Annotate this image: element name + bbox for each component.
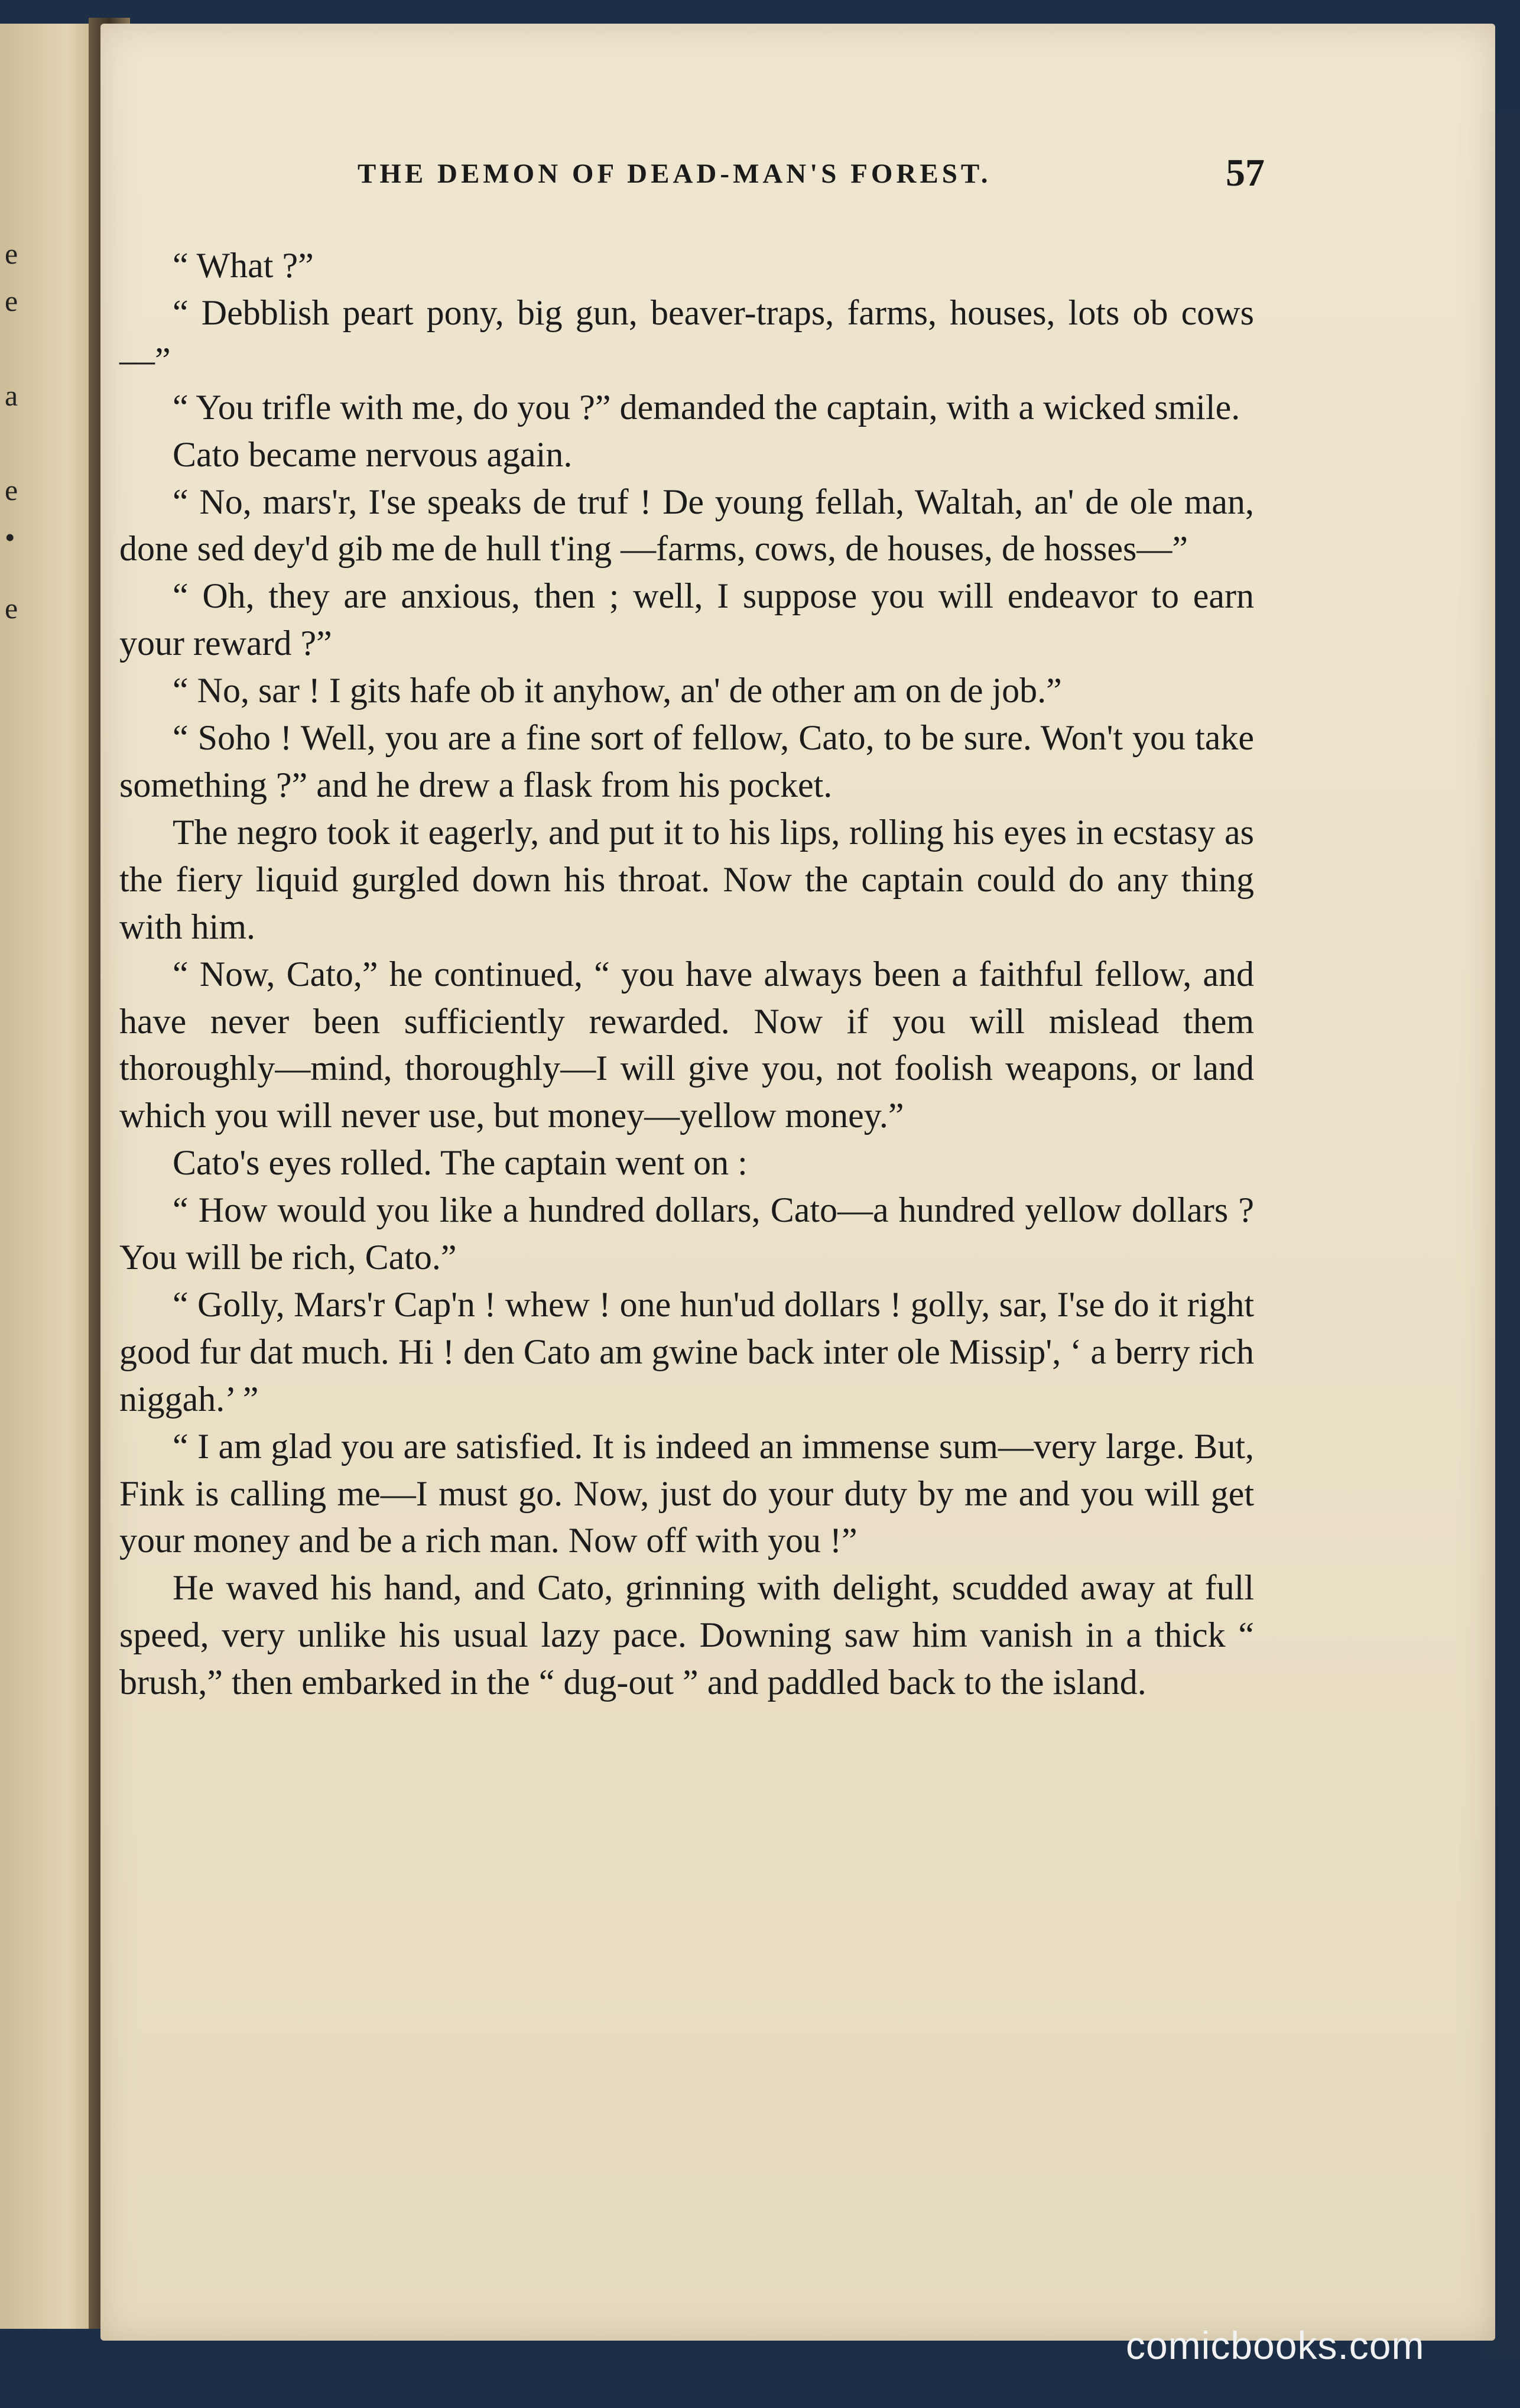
paragraph: “ I am glad you are satisfied. It is indeed an immense sum—very large. But, Fink is calling me—I must go. Now, just do your duty by me and you will get your money and be a rich man. Now off with you !” <box>119 1426 1254 1560</box>
page-edge-shadow <box>1477 112 1520 2358</box>
left-page-fragment: e <box>5 473 18 507</box>
paragraph: Cato became nervous again. <box>173 434 573 474</box>
paragraph: “ Debblish peart pony, big gun, beaver-traps, farms, houses, lots ob cows—” <box>119 293 1254 379</box>
paragraph: “ No, mars'r, I'se speaks de truf ! De young fellah, Waltah, an' de ole man, done sed dey'd gib me de hull t'ing —farms, cows, de houses, de hosses—” <box>119 482 1254 569</box>
paragraph: The negro took it eagerly, and put it to his lips, rolling his eyes in ecstasy as the fiery liquid gurgled down his throat. Now the captain could do any thing with him. <box>119 812 1254 946</box>
left-page-fragment: e <box>5 237 18 270</box>
left-page-fragment: e <box>5 592 18 625</box>
left-page-fragment: e <box>5 284 18 317</box>
paragraph: “ No, sar ! I gits hafe ob it anyhow, an' de other am on de job.” <box>173 671 1062 710</box>
paragraph: “ Golly, Mars'r Cap'n ! whew ! one hun'ud dollars ! golly, sar, I'se do it right good fur dat much. Hi ! den Cato am gwine back inter ole Missip', ‘ a berry rich niggah.’ ” <box>119 1284 1254 1419</box>
paragraph: “ Now, Cato,” he continued, “ you have always been a faithful fellow, and have never been sufficiently rewarded. Now if you will mislead them thoroughly—mind, thoroughly—I will give you, not foolish weapons, or land which you will never use, but money—yellow money.” <box>119 954 1254 1135</box>
running-head: THE DEMON OF DEAD-MAN'S FOREST. <box>358 158 992 189</box>
left-page-fragment: a <box>5 379 18 412</box>
paragraph: “ Oh, they are anxious, then ; well, I suppose you will endeavor to earn your reward ?” <box>119 576 1254 663</box>
page-header <box>254 151 1265 204</box>
paragraph: Cato's eyes rolled. The captain went on : <box>173 1143 748 1183</box>
paragraph: “ What ?” <box>173 246 314 285</box>
paragraph: “ Soho ! Well, you are a fine sort of fellow, Cato, to be sure. Won't you take something ?” and he drew a flask from his pocket. <box>119 718 1254 804</box>
paragraph: He waved his hand, and Cato, grinning with delight, scudded away at full speed, very unlike his usual lazy pace. Downing saw him vanish in a thick “ brush,” then embarked in the “ dug-out ” and paddled back to the island. <box>119 1568 1254 1702</box>
paragraph: “ How would you like a hundred dollars, Cato—a hundred yellow dollars ? You will be rich, Cato.” <box>119 1190 1254 1277</box>
page-number: 57 <box>1226 151 1265 194</box>
paragraph: “ You trifle with me, do you ?” demanded the captain, with a wicked smile. <box>173 387 1240 427</box>
left-page-fragment: • <box>5 521 15 554</box>
watermark-logo: comicbooks.com <box>1126 2323 1425 2367</box>
page-body <box>119 242 1254 1706</box>
